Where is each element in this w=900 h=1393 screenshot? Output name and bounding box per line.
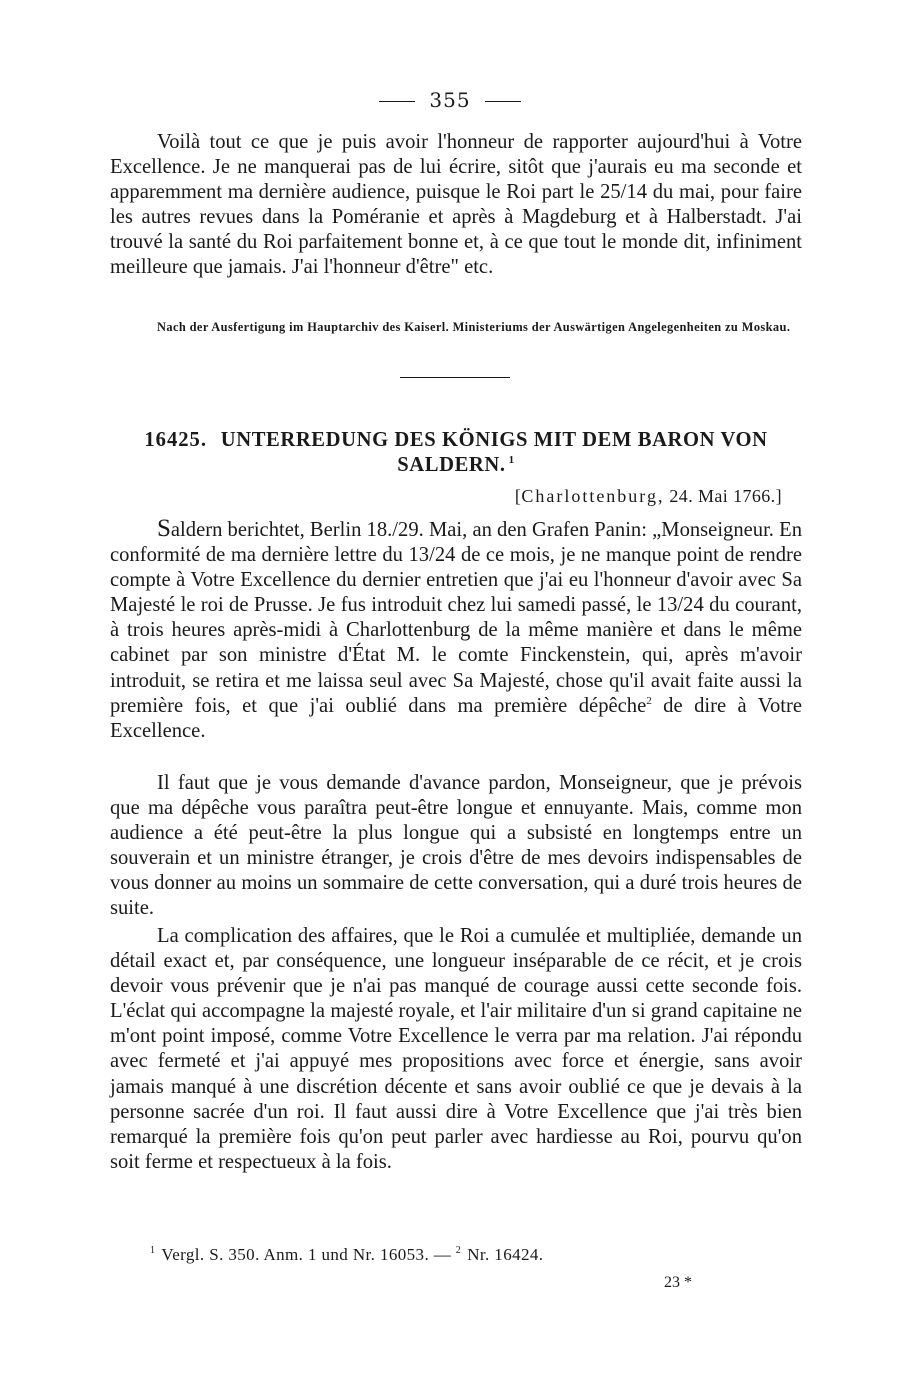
- body-paragraph-2: Il faut que je vous demande d'avance pardon, Monseigneur, que je prévois que ma dépêche vous paraîtra peut-être longue et ennuyante. Mais, comme mon audience a été peut-être la plus longue qui a subsisté en longtemps entre un souverain et un ministre étranger, je crois d'être de mes devoirs indispensables de vous donner au moins un sommaire de cette conversation, qui a duré trois heures de suite.: [110, 772, 802, 920]
- page-number: [0, 88, 900, 112]
- section-title: UNTERREDUNG DES KÖNIGS MIT DEM BARON VON SALDERN.: [220, 429, 768, 476]
- closing-paragraph: Voilà tout ce que je puis avoir l'honneur de rapporter aujourd'hui à Votre Excellence. Je ne manquerai pas de lui écrire, sitôt que j'aurais eu ma seconde et apparemment ma dernière audience, puisque le Roi part le 25/14 du mai, pour faire les autres revues dans la Poméranie et après à Magdeburg et à Halberstadt. J'ai trouvé la santé du Roi parfaitement bonne et, à ce que tout le monde dit, infiniment meilleure que jamais. J'ai l'honneur d'être" etc.: [110, 131, 802, 279]
- body-paragraph-1-text: aldern berichtet, Berlin 18./29. Mai, an den Grafen Panin: „Monseigneur. En conformité de ma dernière lettre du 13/24 de ce mois, je ne manque point de rendre compte à Votre Excellence du dernier entretien que j'ai eu l'honneur d'avoir avec Sa Majesté le roi de Prusse. Je fus introduit chez lui samedi passé, le 13/24 du courant, à trois heures après-midi à Charlottenburg de la même manière et dans le même cabinet par son ministre d'État M. le comte Finckenstein, qui, après m'avoir introduit, se retira et me laissa seul avec Sa Majesté, chose qu'il avait faite aussi la première fois, et que j'ai oublié dans ma première dépêche: [110, 519, 802, 717]
- footnotes: [150, 1245, 750, 1265]
- page-number-dash-left: [379, 101, 415, 102]
- signature-mark: 23 *: [664, 1274, 692, 1291]
- dateline-date: 24. Mai 1766.: [669, 486, 776, 506]
- footnote-1-text: Vergl. S. 350. Anm. 1 und Nr. 16053. —: [161, 1245, 452, 1264]
- footnote-2-text: Nr. 16424.: [467, 1245, 544, 1264]
- body-paragraph-3: La complication des affaires, que le Roi a cumulée et multipliée, demande un détail exact et, par conséquence, une longueur inséparable de ce récit, et je crois devoir vous prévenir que je n'ai pas manqué de courage aussi cette seconde fois. L'éclat qui accompagne la majesté royale, et l'air militaire d'un si grand capitaine ne m'ont point imposé, comme Votre Excellence le verra par ma relation. J'ai répondu avec fermeté et j'ai appuyé mes propositions avec force et énergie, sans avoir jamais manqué à une discrétion décente et sans avoir oublié ce que je devais à la personne sacrée d'un roi. Il faut aussi dire à Votre Excellence que j'ai très bien remarqué la première fois qu'on peut parler avec hardiesse au Roi, pourvu qu'on soit ferme et respectueux à la fois.: [110, 925, 802, 1173]
- body-paragraph-1: [110, 516, 802, 744]
- section-title-footnote-ref: 1: [508, 454, 515, 467]
- page-number-text: 355: [429, 88, 471, 112]
- section-number: 16425.: [144, 429, 207, 451]
- body-paragraph-1-tail: de dire à Votre Excellence.: [110, 694, 802, 742]
- footnote-2-mark: 2: [455, 1245, 462, 1257]
- page-number-dash-right: [485, 101, 521, 102]
- dateline-close-bracket: ]: [775, 486, 782, 506]
- section-divider: [400, 377, 510, 378]
- dateline-place: Charlottenburg,: [521, 486, 665, 506]
- footnote-1-mark: 1: [150, 1245, 156, 1257]
- source-note: Nach der Ausfertigung im Hauptarchiv des Kaiserl. Ministeriums der Auswärtigen Angelegenheiten zu Moskau.: [157, 320, 791, 334]
- dateline: [110, 486, 782, 507]
- drop-initial: S: [157, 515, 171, 542]
- dateline-open-bracket: [: [514, 486, 522, 506]
- footnote-ref-2: 2: [646, 694, 652, 707]
- section-heading: [110, 428, 802, 478]
